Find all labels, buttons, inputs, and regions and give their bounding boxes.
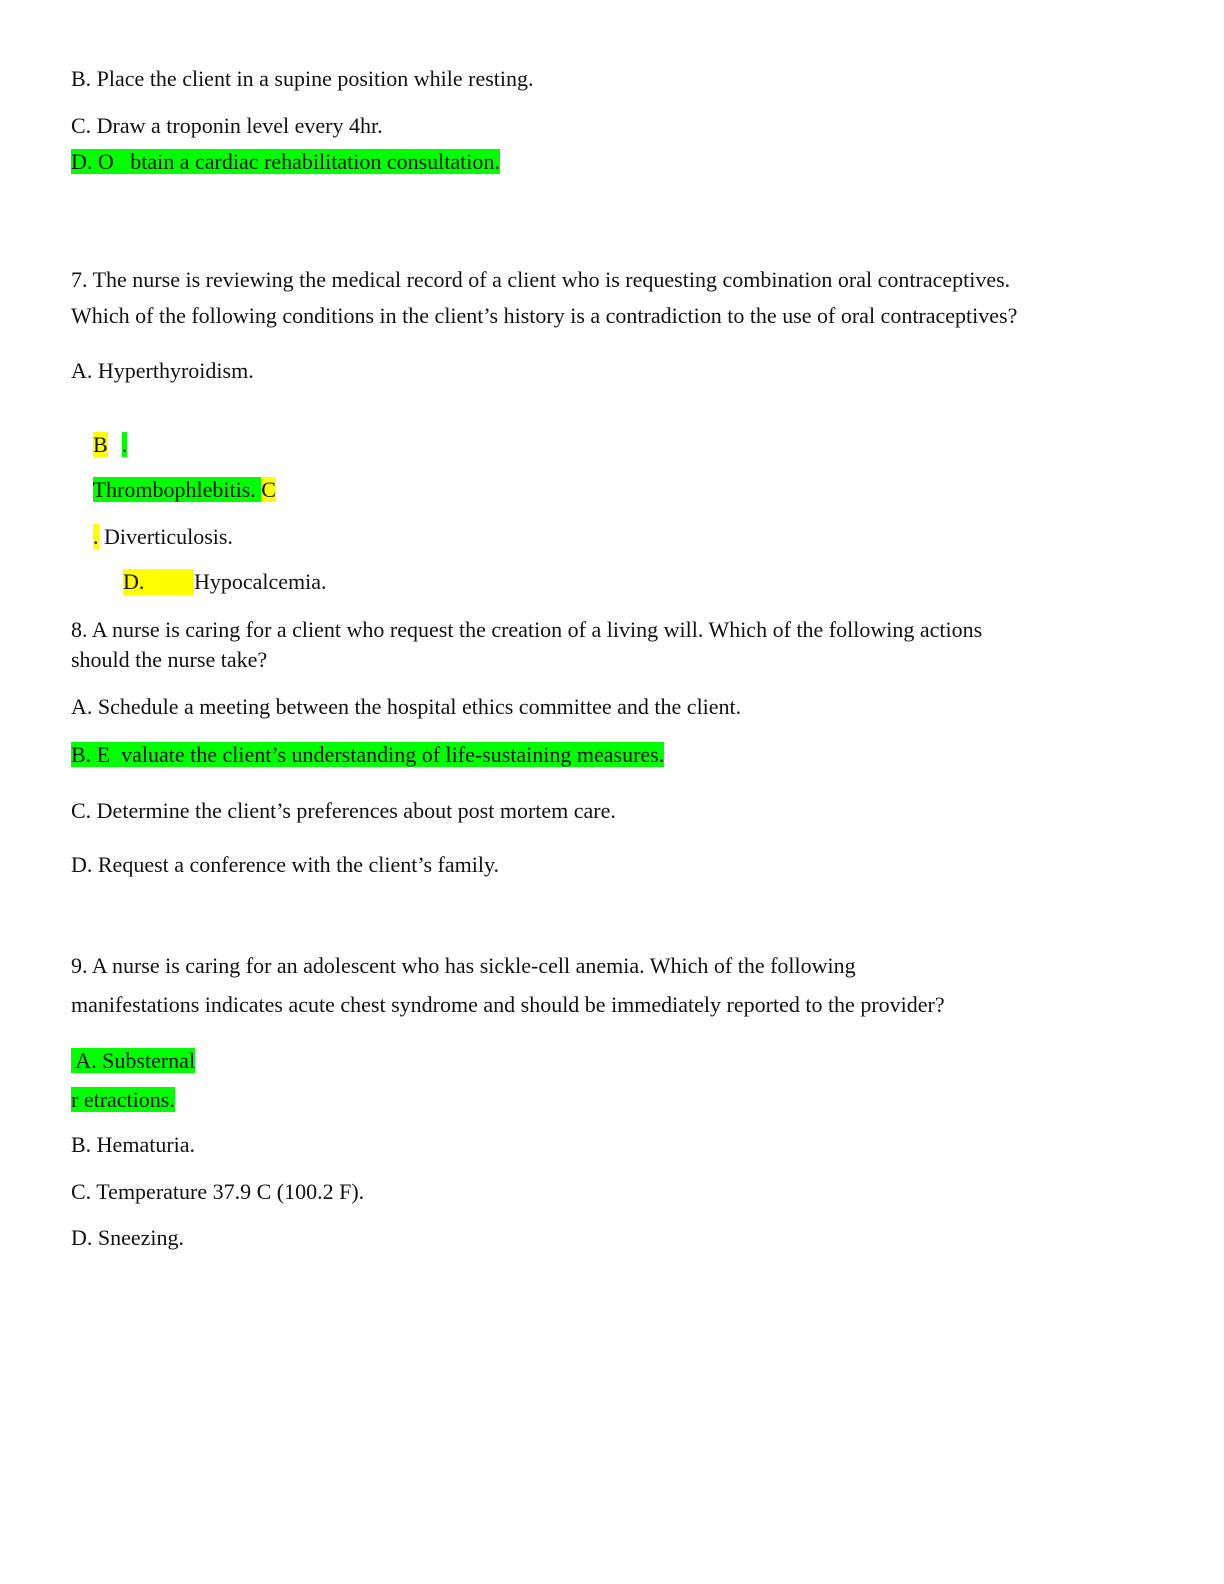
q9-option-a-answer-part-1: A. Substernal <box>71 1048 196 1073</box>
q9-option-c: C. Temperature 37.9 C (100.2 F). <box>71 1179 365 1204</box>
q6-option-d-answer: D. O btain a cardiac rehabilitation consultation. <box>71 149 500 174</box>
q9-stem-line-2: manifestations indicates acute chest syndrome and should be immediately reported to the provider? <box>71 992 945 1017</box>
q9-option-a-answer-part-2: r etractions. <box>71 1087 175 1112</box>
q7-stem-line-2: Which of the following conditions in the client’s history is a contradiction to the use of oral contraceptives? <box>71 303 1018 328</box>
q8-option-d: D. Request a conference with the client’s family. <box>71 852 500 877</box>
q8-option-a: A. Schedule a meeting between the hospital ethics committee and the client. <box>71 694 742 719</box>
q7-option-b-answer: Thrombophlebitis. <box>92 477 256 502</box>
q8-stem-line-2: should the nurse take? <box>71 647 268 672</box>
q7-option-d-text: Hypocalcemia. <box>194 569 327 594</box>
q7-option-c-text: Diverticulosis. <box>98 524 233 549</box>
q6-option-c: C. Draw a troponin level every 4hr. <box>71 113 383 138</box>
q7-option-c-letter: C <box>261 477 276 502</box>
q6-option-b: B. Place the client in a supine position while resting. <box>71 66 534 91</box>
q9-option-b: B. Hematuria. <box>71 1132 196 1157</box>
q8-option-b-answer: B. E valuate the client’s understanding of life-sustaining measures. <box>71 742 665 767</box>
q9-option-d: D. Sneezing. <box>71 1225 185 1250</box>
q7-option-b-dot: . <box>121 432 128 457</box>
q7-option-b-letter: B <box>93 432 108 457</box>
q7-option-d-letter: D. <box>123 569 194 595</box>
q8-stem-line-1: 8. A nurse is caring for a client who request the creation of a living will. Which of the following actions <box>71 617 983 642</box>
q7-option-a: A. Hyperthyroidism. <box>71 358 254 383</box>
q9-stem-line-1: 9. A nurse is caring for an adolescent who has sickle-cell anemia. Which of the following <box>71 953 856 978</box>
q7-option-c-dot: . <box>93 524 99 549</box>
q8-option-c: C. Determine the client’s preferences about post mortem care. <box>71 798 616 823</box>
q7-stem-line-1: 7. The nurse is reviewing the medical record of a client who is requesting combination oral contraceptives. <box>71 267 1011 292</box>
